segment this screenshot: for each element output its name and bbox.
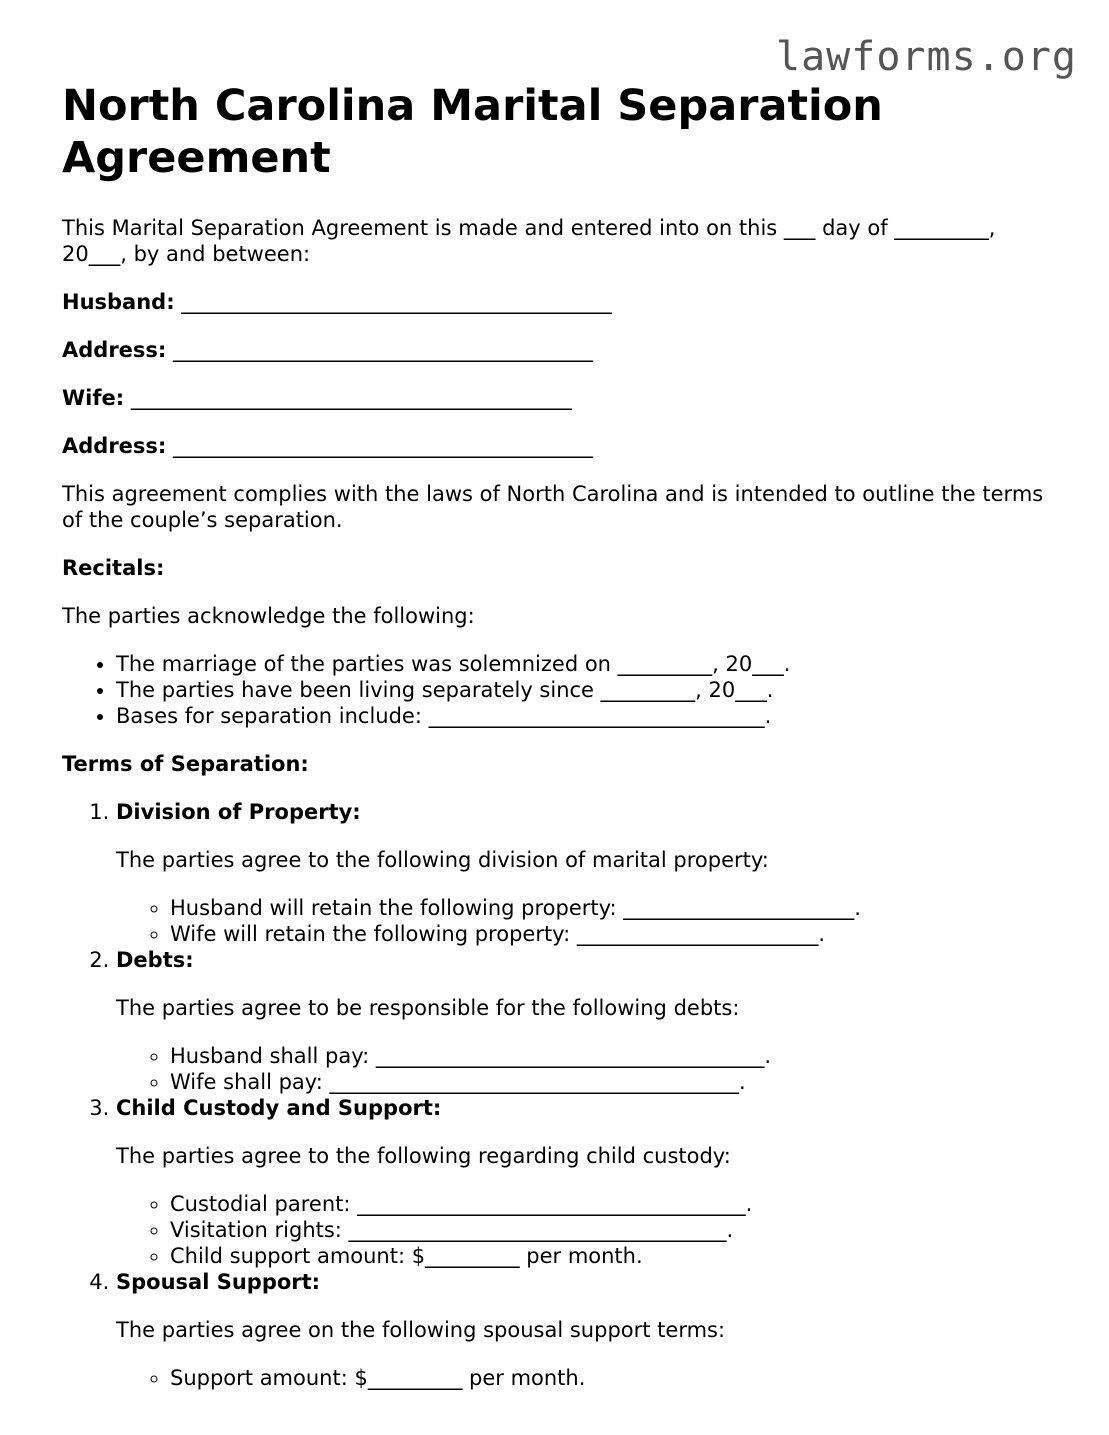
- list-item: • The marriage of the parties was solemnized on _________, 20___.: [116, 651, 1052, 677]
- wife-blank[interactable]: __________________________________________: [130, 386, 572, 410]
- term-intro: The parties agree on the following spousal support terms:: [116, 1318, 726, 1342]
- intro-paragraph: This Marital Separation Agreement is made and entered into on this ___ day of _________, 20___, by and between:: [62, 216, 996, 266]
- list-item: ◦ Husband shall pay: _____________________________________.: [170, 1043, 1052, 1069]
- wife-field: [62, 385, 1052, 411]
- recitals-heading: Recitals:: [62, 556, 165, 580]
- list-item: ◦ Support amount: $_________ per month.: [170, 1365, 1052, 1391]
- list-item: ◦ Visitation rights: ____________________________________.: [170, 1217, 1052, 1243]
- term-heading: 4. Spousal Support:: [116, 1270, 321, 1294]
- terms-heading: Terms of Separation:: [62, 752, 309, 776]
- list-item: ◦ Husband will retain the following property: ______________________.: [170, 895, 1052, 921]
- term-items: [116, 1191, 1052, 1269]
- husband-address-blank[interactable]: ________________________________________: [173, 338, 594, 362]
- watermark: lawforms.org: [776, 34, 1077, 80]
- term-items: [116, 895, 1052, 947]
- term-child-custody: [116, 1095, 1052, 1269]
- husband-field: [62, 289, 1052, 315]
- recitals-list: [62, 651, 1052, 729]
- wife-address-blank[interactable]: ________________________________________: [173, 434, 594, 458]
- term-items: [116, 1043, 1052, 1095]
- term-debts: [116, 947, 1052, 1095]
- term-intro: The parties agree to be responsible for the following debts:: [116, 996, 740, 1020]
- term-spousal-support: [116, 1269, 1052, 1391]
- terms-list: [62, 799, 1052, 1391]
- term-division-of-property: [116, 799, 1052, 947]
- term-heading: 1. Division of Property:: [116, 800, 361, 824]
- wife-address-label: Address:: [62, 434, 167, 458]
- term-intro: The parties agree to the following division of marital property:: [116, 848, 769, 872]
- list-item: ◦ Child support amount: $_________ per month.: [170, 1243, 1052, 1269]
- list-item: ◦ Wife will retain the following property: _______________________.: [170, 921, 1052, 947]
- document-page: [62, 80, 1052, 1391]
- recitals-intro: The parties acknowledge the following:: [62, 604, 475, 628]
- wife-label: Wife:: [62, 386, 125, 410]
- term-heading: 2. Debts:: [116, 948, 194, 972]
- husband-label: Husband:: [62, 290, 175, 314]
- term-items: [116, 1365, 1052, 1391]
- list-item: • The parties have been living separately since _________, 20___.: [116, 677, 1052, 703]
- wife-address-field: [62, 433, 1052, 459]
- compliance-paragraph: This agreement complies with the laws of North Carolina and is intended to outline the terms of the couple’s separation.: [62, 482, 1044, 532]
- husband-blank[interactable]: _________________________________________: [181, 290, 612, 314]
- list-item: ◦ Custodial parent: _____________________________________.: [170, 1191, 1052, 1217]
- document-title: North Carolina Marital Separation Agreement: [62, 81, 883, 183]
- husband-address-field: [62, 337, 1052, 363]
- husband-address-label: Address:: [62, 338, 167, 362]
- list-item: • Bases for separation include: ________________________________.: [116, 703, 1052, 729]
- term-intro: The parties agree to the following regarding child custody:: [116, 1144, 731, 1168]
- term-heading: 3. Child Custody and Support:: [116, 1096, 442, 1120]
- list-item: ◦ Wife shall pay: _______________________________________.: [170, 1069, 1052, 1095]
